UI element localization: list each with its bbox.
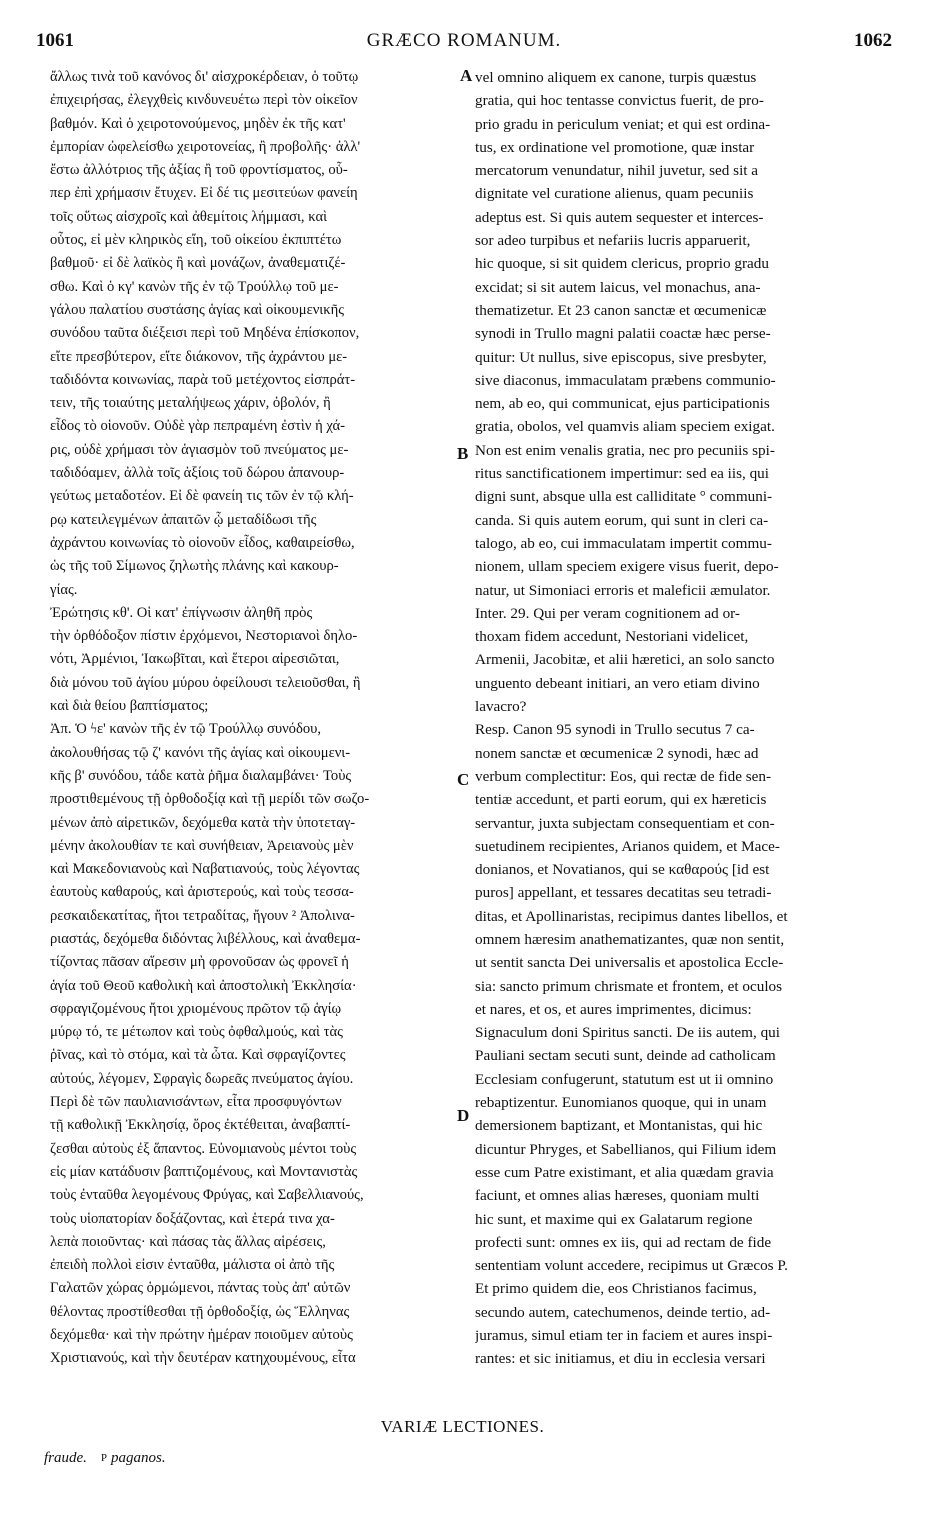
greek-text-line: λεπὰ ποιοῦντας· καὶ πάσας τὰς ἄλλας αἱρέσεις, [50, 1233, 326, 1250]
greek-text-line: σφραγιζομένους ἤτοι χριομένους πρῶτον τῷ ἁγίῳ [50, 1000, 342, 1017]
greek-text-line: οὗτος, εἰ μὲν κληρικὸς εἴη, τοῦ οἰκείου ἐκπιπτέτω [50, 232, 342, 249]
latin-text-line: synodi in Trullo magni palatii coactæ hæc perse- [475, 325, 771, 343]
variant-mark: P [100, 1452, 108, 1464]
greek-text-line: ρῳ κατειλεγμένων ἀπαιτῶν ᾧ μεταδίδωσι τῆς [50, 511, 317, 528]
latin-text-line: faciunt, et omnes alias hæreses, quoniam multi [475, 1187, 760, 1205]
greek-text-line: μένην ἀκολουθίαν τε καὶ συνήθειαν, Ἀρειανοὺς μὲν [50, 837, 354, 854]
latin-text-line: nem, ab eo, qui communicat, ejus participationis [475, 395, 770, 413]
latin-text-line: omnem hæresim anathematizantes, quæ non sentit, [475, 930, 785, 948]
column-marker-b: B [457, 444, 469, 463]
latin-text-line: juramus, simul etiam ter in faciem et aures inspi- [475, 1327, 773, 1345]
latin-text-line: Resp. Canon 95 synodi in Trullo secutus 7 ca- [475, 721, 755, 739]
latin-text-line: gratia, obolos, vel quamvis aliam speciem exigat. [475, 418, 775, 436]
greek-text-line: θέλοντας προστίθεσθαι τῇ ὀρθοδοξίᾳ, ὡς Ἕλληνας [50, 1303, 350, 1320]
latin-text-line: Ecclesiam confugerunt, statutum est ut ii omnino [475, 1070, 774, 1088]
latin-text-line: Inter. 29. Qui per veram cognitionem ad or- [475, 604, 740, 622]
greek-text-line: μύρῳ τό, τε μέτωπον καὶ τοὺς ὀφθαλμούς, καὶ τὰς [50, 1024, 343, 1041]
greek-text-line: συνόδου ταῦτα διέξεισι περὶ τοῦ Μηδένα ἐπίσκοπον, [50, 325, 360, 342]
greek-text-line: ζεσθαι αὐτοὺς ἐξ ἅπαντος. Εὐνομιανοὺς μέντοι τοὺς [50, 1140, 357, 1157]
latin-text-line: thematizetur. Et 23 canon sanctæ et œcumenicæ [475, 301, 767, 319]
greek-text-line: τοὺς ἐνταῦθα λεγομένους Φρύγας, καὶ Σαβελλιανούς, [50, 1187, 364, 1204]
greek-text-line: τοῖς οὕτως αἰσχροῖς καὶ ἀθεμίτοις λήμμασι, καὶ [50, 208, 328, 225]
greek-text-line: νότι, Ἀρμένιοι, Ἰακωβῖται, καὶ ἕτεροι αἱρεσιῶται, [50, 651, 340, 668]
latin-text-line: Et primo quidem die, eos Christianos facimus, [475, 1280, 757, 1298]
greek-text-line: Ἀπ. Ὁ ϟε' κανὼν τῆς ἐν τῷ Τρούλλῳ συνόδου, [50, 721, 322, 738]
latin-text-line: rebaptizentur. Eunomianos quoque, qui in unam [475, 1094, 767, 1112]
variant-readings-note [44, 1450, 166, 1467]
greek-text-line: γάλου παλατίου συστάσης ἁγίας καὶ οἰκουμενικῆς [50, 301, 344, 318]
latin-text-line: Non est enim venalis gratia, nec pro pecuniis spi- [475, 441, 775, 459]
latin-text-line: donianos, et Novatianos, qui se καθαρούς [id est [475, 861, 770, 879]
greek-text-line: σθω. Καὶ ὁ κγ' κανὼν τῆς ἐν τῷ Τρούλλῳ τοῦ με- [50, 278, 339, 295]
latin-text-line: talogo, ab eo, cui immaculatam impertit commu- [475, 534, 772, 552]
latin-text-line: adeptus est. Si quis autem sequester et interces- [475, 208, 764, 226]
greek-text-line: ὡς τῆς τοῦ Σίμωνος ζηλωτὴς πλάνης καὶ κακουρ- [50, 558, 339, 575]
latin-text-line: sor adeo turpibus et nefariis lucris apparuerit, [475, 232, 751, 250]
greek-text-line: τειν, τῆς τοιαύτης μεταλήψεως χάριν, ὀβολόν, ἢ [50, 395, 331, 412]
latin-text-line: ut sentit sancta Dei universalis et apostolica Eccle- [475, 954, 784, 972]
latin-text-line: secundo autem, catechumenos, deinde tertio, ad- [475, 1303, 771, 1321]
latin-text-line: sia: sancto primum chrismate et frontem, et oculos [475, 977, 783, 995]
latin-text-line: verbum complectitur: Eos, qui rectæ de fide sen- [475, 767, 772, 785]
latin-text-line: mercatorum venundatur, nihil juvetur, sed sit a [475, 162, 759, 180]
greek-text-line: τῇ καθολικῇ Ἐκκλησίᾳ, ὅρος ἐκτέθειται, ἀναβαπτί- [50, 1117, 351, 1134]
latin-text-line: servantur, juxta subjectam consequentiam et con- [475, 814, 775, 832]
greek-text-line: μένων ἀπὸ αἱρετικῶν, δεχόμεθα κατὰ τὴν ὑποτεταγ- [50, 814, 356, 831]
greek-text-line: ριαστάς, δεχόμεθα διδόντας λιβέλλους, καὶ ἀναθεμα- [50, 930, 361, 947]
latin-text-line: dignitate vel curatione alienus, quam pecuniis [475, 185, 754, 203]
latin-text-line: tus, ex ordinatione vel promotione, quæ instar [475, 138, 755, 156]
right-page-number: 1062 [854, 30, 892, 51]
greek-text-line: ἁγία τοῦ Θεοῦ καθολικὴ καὶ ἀποστολικὴ Ἐκκλησία· [50, 977, 357, 994]
latin-text-line: prio gradu in periculum veniat; et qui est ordina- [475, 115, 771, 133]
variant-reading-1: fraude. [44, 1450, 87, 1466]
latin-text-line: rantes: et sic initiamus, et diu in ecclesia versari [475, 1350, 766, 1368]
page-header [36, 30, 892, 62]
latin-text-line: et nares, et os, et aures imprimentes, dicimus: [475, 1000, 752, 1018]
latin-text-line: vel omnino aliquem ex canone, turpis quæstus [475, 69, 757, 86]
latin-text-line: excidat; si sit autem laicus, vel monachus, ana- [475, 278, 761, 296]
greek-text-line: βαθμόν. Καὶ ὁ χειροτονούμενος, μηδὲν ἐκ τῆς κατ' [50, 115, 346, 132]
latin-text-line: tentiæ accedunt, et parti eorum, qui ex hæreticis [475, 791, 767, 809]
latin-text-line: ditas, et Apollinaristas, recipimus dantes libellos, et [475, 907, 788, 925]
variant-reading-2: paganos. [111, 1450, 166, 1466]
latin-text-line: sententiam volunt accedere, recipimus ut Græcos P. [475, 1257, 788, 1275]
greek-text-line: ἄλλως τινὰ τοῦ κανόνος δι' αἰσχροκέρδειαν, ὁ τοῦτῳ [50, 69, 359, 85]
latin-text-line: profecti sunt: omnes ex iis, qui ad rectam de fide [475, 1233, 772, 1251]
latin-text-line: demersionem baptizant, et Montanistas, qui hic [475, 1117, 763, 1135]
greek-text-line: εἰς μίαν κατάδυσιν βαπτιζομένους, καὶ Μοντανιστὰς [50, 1163, 358, 1180]
greek-text-line: εἶδος τὸ οἱονοῦν. Οὐδὲ γὰρ πεπραμένη ἐστὶν ἡ χά- [50, 418, 346, 435]
running-title: GRÆCO ROMANUM. [366, 30, 562, 51]
latin-text-line: gratia, qui hoc tentasse convictus fuerit, de pro- [475, 92, 764, 110]
greek-text-line: Περὶ δὲ τῶν παυλιανισάντων, εἶτα προσφυγόντων [50, 1094, 342, 1111]
latin-text-line: unguento debeant initiari, an vero etiam divino [475, 674, 760, 692]
variae-lectiones-heading: VARIÆ LECTIONES. [380, 1417, 545, 1436]
latin-text-line: quitur: Ut nullus, sive episcopus, sive presbyter, [475, 348, 767, 366]
latin-text-line: canda. Si quis autem eorum, qui sunt in cleri ca- [475, 511, 769, 529]
greek-text-line: καὶ διὰ θείου βαπτίσματος; [50, 698, 209, 715]
latin-text-line: ritus sanctificationem impertimur: sed ea iis, qui [475, 465, 769, 483]
greek-text-line: Ἐρώτησις κθ'. Οἱ κατ' ἐπίγνωσιν ἀληθῆ πρὸς [50, 604, 313, 621]
latin-text-line: puros] appellant, et tessares decatitas seu tetradi- [475, 884, 772, 902]
greek-text-line: τίζοντας πᾶσαν αἵρεσιν μὴ φρονοῦσαν ὡς φρονεῖ ἡ [50, 954, 349, 971]
greek-text-line: περ ἐπὶ χρήμασιν ἔτυχεν. Εἰ δέ τις μεσιτεύων φανείη [50, 185, 358, 202]
greek-column [50, 66, 458, 1371]
greek-text-line: ἐμπορίαν ὠφελείσθω χειροτονείας, ἢ προβολῆς· ἀλλ' [50, 138, 361, 155]
greek-text-line: τοὺς υἱοπατορίαν δοξάζοντας, καὶ ἑτερά τινα χα- [50, 1210, 335, 1227]
latin-text-line: thoxam fidem accedunt, Nestoriani videlicet, [475, 628, 749, 646]
greek-text-line: ῥῖνας, καὶ τὸ στόμα, καὶ τὰ ὦτα. Καὶ σφραγίζοντες [50, 1047, 346, 1064]
column-marker-d: D [457, 1106, 470, 1125]
greek-text-line: καὶ Μακεδονιανοὺς καὶ Ναβατιανούς, τοὺς λέγοντας [50, 861, 360, 878]
greek-text-line: τὴν ὀρθόδοξον πίστιν ἐρχόμενοι, Νεστοριανοὶ δηλο- [50, 628, 358, 645]
latin-text-line: natur, ut Simoniaci erroris et maleficii æmulator. [475, 581, 771, 599]
latin-text-line: digni sunt, absque ulla est calliditate ° communi- [475, 488, 773, 506]
greek-text-line: ἔστω ἀλλότριος τῆς ἀξίας ἢ τοῦ φροντίσματος, οὗ- [50, 162, 348, 179]
column-marker-a: A [460, 66, 473, 85]
greek-text-line: ἐπειδὴ πολλοὶ εἰσιν ἐνταῦθα, μάλιστα οἱ ἀπὸ τῆς [50, 1257, 335, 1274]
greek-text-line: βαθμοῦ· εἰ δὲ λαϊκὸς ἢ καὶ μονάζων, ἀναθεματιζέ- [50, 255, 346, 272]
greek-text-line: ἑαυτοὺς καθαρούς, καὶ ἀριστερούς, καὶ τοὺς τεσσα- [50, 884, 354, 901]
greek-text-line: ρεσκαιδεκατίτας, ἤτοι τετραδίτας, ἤγουν ² Ἀπολινα- [50, 907, 355, 924]
latin-text-line: hic sunt, et maxime qui ex Galatarum regione [475, 1210, 753, 1228]
greek-text-line: εἴτε πρεσβύτερον, εἴτε διάκονον, τῆς ἀχράντου με- [50, 348, 348, 365]
greek-text-line: ρις, οὐδὲ χρήμασι τὸν ἁγιασμὸν τοῦ πνεύματος με- [50, 441, 349, 458]
greek-text-line: γεύτως μεταδοτέον. Εἰ δὲ φανείη τις τῶν ἐν τῷ κλή- [50, 488, 354, 505]
greek-text-line: ταδιδόαμεν, ἀλλὰ τοῖς ἀξίοις τοῦ δώρου ἀπανουρ- [50, 465, 345, 482]
latin-text-line: hic quoque, si sit quidem clericus, proprio gradu [475, 255, 769, 273]
greek-text-line: ταδιδόντα κοινωνίας, παρὰ τοῦ μετέχοντος εἰσπράτ- [50, 371, 356, 388]
greek-text-line: Χριστιανούς, καὶ τὴν δευτέραν κατηχουμένους, εἶτα [50, 1350, 356, 1367]
latin-text-line: suetudinem recipientes, Arianos quidem, et Mace- [475, 837, 780, 855]
greek-text-line: διὰ μόνου τοῦ ἁγίου μύρου ὀφείλουσι τελειοῦσθαι, ἢ [50, 674, 361, 691]
latin-text-line: nionem, ullam speciem exigere visus fuerit, depo- [475, 558, 779, 576]
latin-text-line: sive diaconus, immaculatam præbens communio- [475, 371, 776, 389]
greek-text-line: Γαλατῶν χώρας ὁρμώμενοι, πάντας τοὺς ἀπ' αὐτῶν [50, 1280, 351, 1297]
column-marker-c: C [457, 770, 470, 789]
latin-text-line: Pauliani sectam secuti sunt, deinde ad catholicam [475, 1047, 776, 1065]
greek-text-line: ἀκολουθήσας τῷ ζ' κανόνι τῆς ἁγίας καὶ οἰκουμενι- [50, 744, 351, 761]
greek-text-line: αὐτούς, λέγομεν, Σφραγὶς δωρεᾶς πνεύματος ἁγίου. [50, 1070, 354, 1087]
latin-text-line: nonem sanctæ et œcumenicæ 2 synodi, hæc ad [475, 744, 759, 762]
greek-text-line: κῆς β' συνόδου, τάδε κατὰ ῥῆμα διαλαμβάνει· Τοὺς [50, 767, 352, 784]
greek-text-line: γίας. [50, 581, 78, 598]
latin-text-line: Armenii, Jacobitæ, et alii hæretici, an solo sancto [475, 651, 775, 669]
greek-text-line: προστιθεμένους τῇ ὀρθοδοξίᾳ καὶ τῇ μερίδι τῶν σωζο- [50, 791, 370, 808]
greek-text-line: ἐπιχειρήσας, ἐλεγχθεὶς κινδυνευέτω περὶ τὸν οἰκεῖον [50, 92, 358, 109]
latin-text-line: esse cum Patre existimant, et alia quædam gravia [475, 1163, 774, 1181]
latin-text-line: dicuntur Phryges, et Sabellianos, qui Filium idem [475, 1140, 777, 1158]
latin-text-line: lavacro? [475, 698, 527, 716]
greek-text-line: ἀχράντου κοινωνίας τὸ οἱονοῦν εἶδος, καθαιρείσθω, [50, 534, 355, 551]
greek-text-line: δεχόμεθα· καὶ τὴν πρώτην ἡμέραν ποιοῦμεν αὐτοὺς [50, 1327, 353, 1344]
left-page-number: 1061 [36, 30, 74, 51]
latin-text-line: Signaculum doni Spiritus sancti. De iis autem, qui [475, 1024, 780, 1042]
latin-column [475, 66, 890, 1371]
